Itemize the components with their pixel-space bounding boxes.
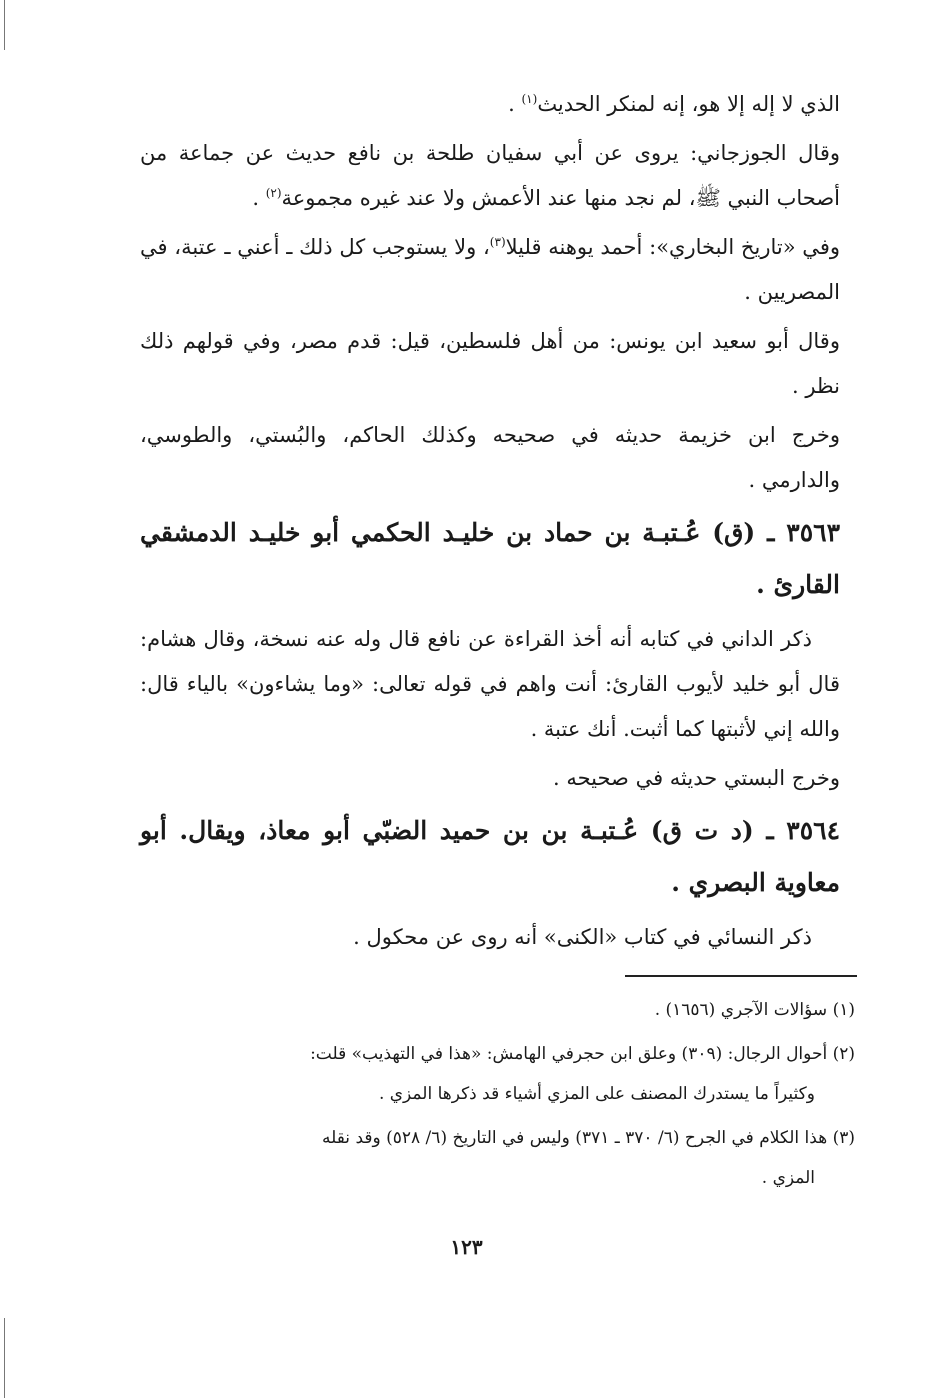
- footnote-2-text: (٢) أحوال الرجال: (٣٠٩) وعلق ابن حجرفي الهامش: «هذا في التهذيب» قلت:: [310, 1044, 855, 1064]
- paragraph-3-text-b: ، ولا يستوجب كل ذلك ـ أعني ـ عتبة، في المصريين .: [140, 235, 840, 304]
- paragraph-2-end: .: [252, 186, 266, 210]
- footnote-2: [140, 1034, 855, 1114]
- paragraph-7: وخرج البستي حديثه في صحيحه .: [553, 766, 840, 790]
- paragraph-1: [140, 82, 840, 127]
- footnote-separator: [625, 975, 857, 977]
- entry-heading-3564: ٣٥٦٤ ـ (د ت ق) عُـتبـة بن بن حميد الضبّي أبو معاذ، ويقال. أبو معاوية البصري .: [140, 816, 840, 897]
- footnotes: [140, 990, 855, 1202]
- paragraph-4: وقال أبو سعيد ابن يونس: من أهل فلسطين، قيل: قدم مصر، وفي قولهم ذلك نظر .: [140, 329, 840, 398]
- margin-rule-top: [4, 0, 5, 50]
- margin-rule-bottom: [4, 1318, 5, 1398]
- footnote-ref-2[interactable]: (٢): [265, 186, 282, 200]
- paragraph-2: [140, 131, 840, 221]
- paragraph-3-text-a: وفي «تاريخ البخاري»: أحمد يوهنه قليلا: [505, 235, 840, 259]
- footnote-2-continuation: وكثيراً ما يستدرك المصنف على المزي أشياء قد ذكرها المزي .: [378, 1084, 815, 1104]
- paragraph-3: [140, 225, 840, 315]
- main-text: [140, 82, 840, 964]
- footnote-3-text: (٣) هذا الكلام في الجرح (٦/ ٣٧٠ ـ ٣٧١) وليس في التاريخ (٦/ ٥٢٨) وقد نقله: [321, 1128, 855, 1148]
- paragraph-2-text: وقال الجوزجاني: يروى عن أبي سفيان طلحة بن نافع حديث عن جماعة من أصحاب النبي ﷺ، لم نجد منها عند الأعمش ولا عند غيره مجموعة: [140, 141, 840, 210]
- footnote-ref-3[interactable]: (٣): [489, 235, 506, 249]
- paragraph-1-text: الذي لا إله إلا هو، إنه لمنكر الحديث: [537, 92, 840, 116]
- paragraph-1-end: .: [508, 92, 522, 116]
- paragraph-5: وخرج ابن خزيمة حديثه في صحيحه وكذلك الحاكم، والبُستي، والطوسي، والدارمي .: [140, 423, 840, 492]
- paragraph-8: ذكر النسائي في كتاب «الكنى» أنه روى عن محكول .: [353, 925, 812, 949]
- entry-heading-3563: ٣٥٦٣ ـ (ق) عُـتبـة بن حماد بن خليـد الحكمي أبو خليـد الدمشقي القارئ .: [140, 518, 840, 599]
- paragraph-6: ذكر الداني في كتابه أنه أخذ القراءة عن نافع قال وله عنه نسخة، وقال هشام: قال أبو خليد لأيوب القارئ: أنت واهم في قوله تعالى: «وما يشاءون» بالياء قال: والله إني لأثبتها كما أثبت. أنك عتبة .: [140, 627, 840, 741]
- footnote-1: (١) سؤالات الآجري (١٦٥٦) .: [654, 1000, 855, 1020]
- footnote-3-continuation: المزي .: [761, 1168, 815, 1188]
- page-number: ١٢٣: [450, 1235, 483, 1259]
- footnote-ref-1[interactable]: (١): [521, 92, 538, 106]
- footnote-3: [140, 1118, 855, 1198]
